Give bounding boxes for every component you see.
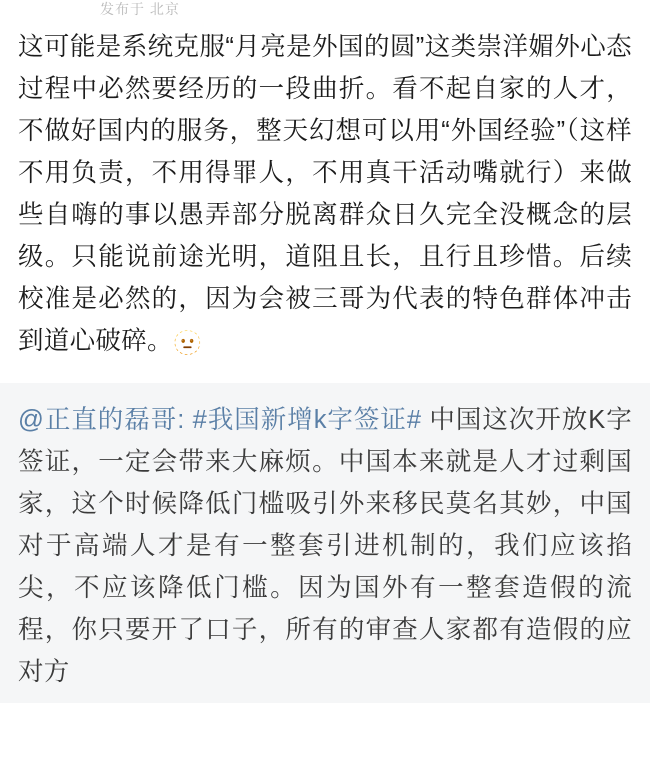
face-emoji-icon: 🫥 <box>172 330 203 357</box>
post-meta-bar <box>0 0 650 18</box>
post-publish-info: 发布于 北京 <box>100 1 180 17</box>
quoted-post-topic-link[interactable]: #我国新增k字签证# <box>192 406 422 434</box>
post-text: 这可能是系统克服“月亮是外国的圆”这类崇洋媚外心态过程中必然要经历的一段曲折。看不起自家的人才，不做好国内的服务，整天幻想可以用“外国经验”（这样不用负责，不用得罪人，不用真干活动嘴就行）来做些自嗨的事以愚弄部分脱离群众日久完全没概念的层级。只能说前途光明，道阻且长，且行且珍惜。后续校准是必然的，因为会被三哥为代表的特色群体冲击到道心破碎。 <box>18 33 632 355</box>
post-content <box>0 18 650 379</box>
quoted-post-block[interactable] <box>0 383 650 703</box>
quoted-post-text: 中国这次开放K字签证，一定会带来大麻烦。中国本来就是人才过剩国家，这个时候降低门槛吸引外来移民莫名其妙，中国对于高端人才是有一整套引进机制的，我们应该掐尖，不应该降低门槛。因为国外有一整套造假的流程，你只要开了口子，所有的审查人家都有造假的应对方 <box>18 406 632 686</box>
quoted-post-author-link[interactable]: @正直的磊哥: <box>18 406 185 434</box>
